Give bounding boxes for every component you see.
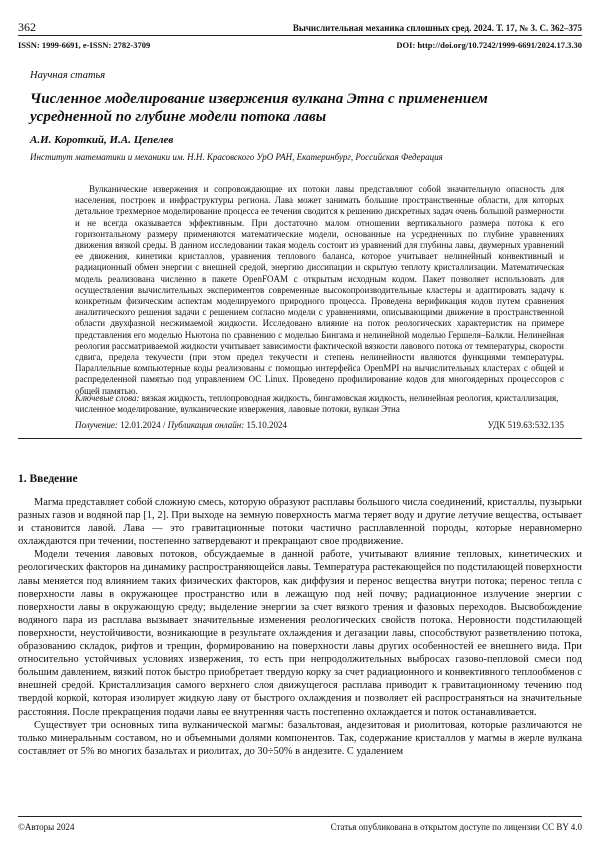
issn: ISSN: 1999-6691, e-ISSN: 2782-3709 [18,40,151,50]
section-body [18,496,582,758]
keywords [75,393,564,415]
page-number: 362 [18,20,36,34]
identifiers-line [18,40,582,50]
paragraph: Существует три основных типа вулканической магмы: базальтовая, андезитовая и риолитовая, которые различаются не только минеральным составом, но и объемными долями компонентов. Так, содержание кристаллов у магмы в жерле вулкана составляет от 5% во многих базальтах и риолитах, до 30÷50% в андезите. С удалением [18,719,582,757]
published-label: Публикация онлайн: [167,420,245,430]
keywords-label: Ключевые слова: [75,393,140,403]
doi-link[interactable]: DOI: http://doi.org/10.7242/1999-6691/2024.17.3.30 [396,40,582,50]
article-type: Научная статья [30,70,106,81]
published-date: 15.10.2024 [244,420,287,430]
running-header [18,20,582,35]
page-footer [18,822,582,832]
abstract: Вулканические извержения и сопровождающие их потоки лавы представляют собой значительную опасность для населения, построек и инфраструктуры региона. Лава может занимать большие пространственные области, для которых детальное трехмерное моделирование процесса ее течения сводится к решению дискретных задач очень большой размерности и не всегда оказывается эффективным. При достаточно малом отношении вертикального размера потока к его горизонтальному размеру применяются математические модели, основанные на усредненных по глубине уравнениях движения вязкой среды. В данном исследовании такая модель состоит из уравнений для глубины лавы, двумерных уравнений ее движения, кинетики кристаллов, уравнения теплового баланса, которое учитывает нелинейный конвективный и радиационный обмен энергии с внешней средой, энергию диссипации и скрытую теплоту кристаллизации. Математическая модель реализована численно в пакете OpenFOAM с открытым исходным кодом. Пакет позволяет использовать для осуществления вычислительных экспериментов современные высокопроизводительные кластеры и адаптировать задачу к конкретным физическим аспектам моделируемого природного процесса. Проведена верификация кодов путем сравнения аналитического решения задачи с решением согласно модели с уравнениями, описывающими движение в пространственной области двухфазной несжимаемой жидкости. Исследовано влияние на поток реологических характеристик на примере представления его моделью Ньютона по сравнению с моделью Бингама и нелинейной моделью Гершеля–Балкли. Нелинейная реология рассматриваемой жидкости учитывает зависимости фактической вязкости лавового потока от температуры, скорости сдвига, предела текучести (при этом предел текучести и степень нелинейности являются функциями температуры. Параллельные компьютерные коды реализованы с помощью интерфейса OpenMPI на вычислительных кластерах с общей и распределенной памятью под управлением ОС Linux. Проведено профилирование кодов для многоядерных процессоров с общей памятью. [75,184,564,396]
keywords-list: вязкая жидкость, теплопроводная жидкость, бингамовская жидкость, нелинейная реология, кристаллизация, численное моделирование, вулканические извержения, лавовые потоки, вулкан Этна [75,393,559,415]
authors: А.И. Короткий, И.А. Цепелев [30,134,174,146]
received-label: Получение: [75,420,118,430]
affiliation: Институт математики и механики им. Н.Н. Красовского УрО РАН, Екатеринбург, Российская Федерация [30,152,443,162]
dates-line [75,420,287,430]
footer-rule [18,816,582,817]
journal-citation: Вычислительная механика сплошных сред. 2024. Т. 17, № 3. С. 362–375 [292,23,582,33]
publication-dates [75,420,564,430]
paragraph: Магма представляет собой сложную смесь, которую образуют расплавы большого числа соединений, кристаллы, пузырьки разных газов и водяной пар [1, 2]. При выходе на земную поверхность магма теряет воду и другие летучие вещества, остывает и становится лавой. Лава — это гравитационные потоки частично расплавленной породы, которые неравномерно охлаждаются при течении, постепенно затвердевают и прекращают свое продвижение. [18,497,582,548]
article-title: Численное моделирование извержения вулкана Этна с применением усредненной по глубине модели потока лавы [30,91,488,125]
abstract-rule [18,438,582,439]
license-note: Статья опубликована в открытом доступе по лицензии CC BY 4.0 [330,822,582,832]
header-rule [18,35,582,36]
section-heading: 1. Введение [18,473,78,485]
copyright: ©Авторы 2024 [18,822,75,832]
paragraph: Модели течения лавовых потоков, обсуждаемые в данной работе, учитывают влияние тепловых, кинетических и реологических факторов на динамику распространяющейся лавы. Температура растекающейся по подстилающей поверхности лавы меняется под влиянием таких физических факторов, как диффузия и перенос вещества внутри потока; перенос тепла с поверхности лавы в окружающее пространство или в лежащую под ней почву; радиационное излучение энергии с поверхности лавы в окружающую среду; выделение энергии за счет вязкого трения и фазовых переходов. Высвобождение водяного пара из расплава вызывает значительные изменения реологических свойств потока. Неровности подстилающей поверхности, неустойчивости, возникающие в результате охлаждения и дегазации лавы, способствуют разветвлению потока, образованию складок, рифтов и трещин, формированию на поверхности лавы других особенностей ее внешнего вида. При относительно устойчивых условиях извержения, то есть при непродолжительных выбросах газово-пепловой смеси под большим давлением, вязкий поток быстро приобретает твердую корку за счет радиационного и конвективного теплообменов с внешней средой. Кристаллизация самого верхнего слоя движущегося расплава приводит к гравитационному течению под твердой коркой, которая изолирует жидкую лаву от быстрого охлаждения и позволяет ей распространяться на значительные расстояния. После прекращения подачи лавы ее внутренняя часть постепенно охлаждается и поток останавливается. [18,549,582,718]
received-date: 12.01.2024 / [117,420,168,430]
udc-code: УДК 519.63:532.135 [487,420,564,430]
